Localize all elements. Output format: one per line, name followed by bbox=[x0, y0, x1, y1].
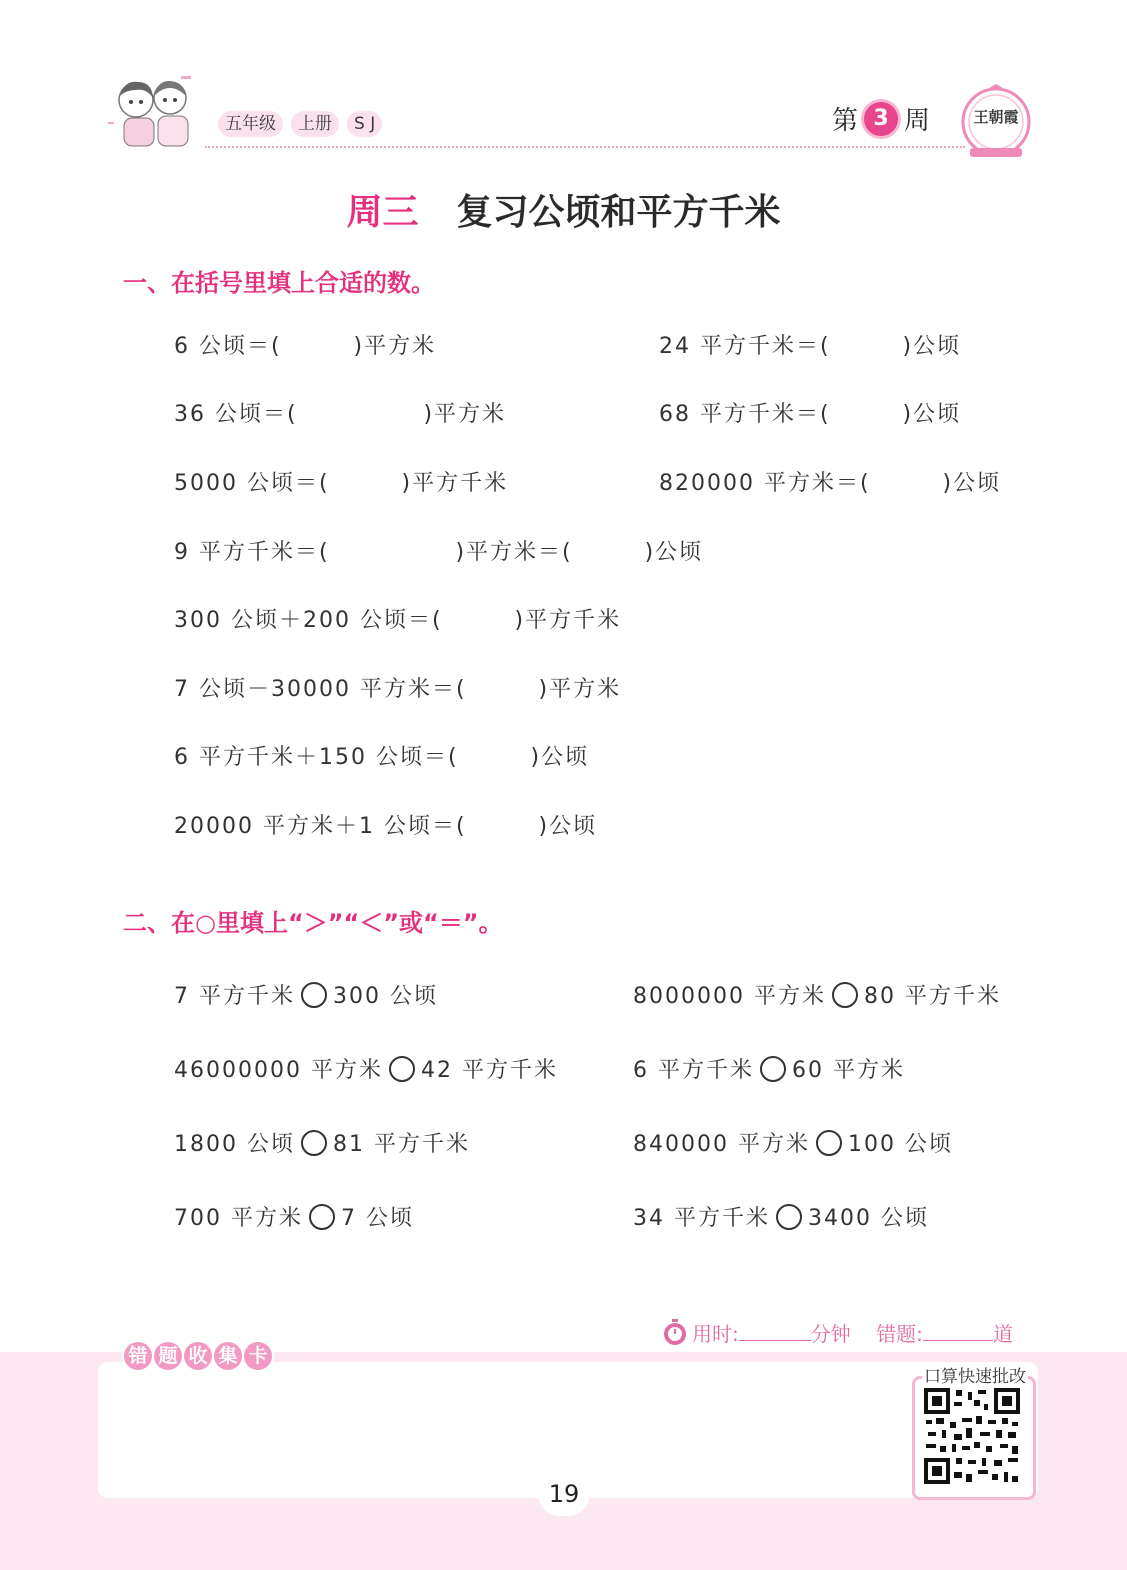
list-item bbox=[0, 807, 1127, 847]
compare-right: 80 平方千米 bbox=[863, 984, 1001, 1009]
stopwatch-icon bbox=[662, 1318, 688, 1346]
time-unit: 分钟 bbox=[810, 1322, 851, 1346]
list-item bbox=[0, 1125, 1127, 1165]
fill-question: 68 平方千米＝( )公顷 bbox=[659, 402, 962, 427]
fill-question: 9 平方千米＝( )平方米＝( )公顷 bbox=[174, 540, 704, 565]
compare-question bbox=[174, 1199, 414, 1239]
compare-left: 840000 平方米 bbox=[633, 1132, 810, 1157]
list-item bbox=[0, 738, 1127, 778]
compare-question bbox=[174, 977, 438, 1017]
answer-circle[interactable] bbox=[760, 1056, 786, 1082]
error-blank[interactable] bbox=[923, 1322, 993, 1341]
list-item bbox=[0, 1051, 1127, 1091]
answer-circle[interactable] bbox=[301, 1130, 327, 1156]
compare-left: 7 平方千米 bbox=[174, 984, 295, 1009]
time-blank[interactable] bbox=[739, 1322, 811, 1341]
list-item bbox=[0, 464, 1127, 504]
answer-circle[interactable] bbox=[309, 1204, 335, 1230]
section2-title: 二、在○里填上“＞”“＜”或“＝”。 bbox=[123, 909, 503, 937]
compare-left: 34 平方千米 bbox=[633, 1206, 770, 1231]
compare-right: 81 平方千米 bbox=[332, 1132, 470, 1157]
compare-question bbox=[633, 1199, 929, 1239]
title-name: 复习公顷和平方千米 bbox=[456, 192, 781, 233]
time-record bbox=[692, 1318, 1013, 1347]
card-label-char: 卡 bbox=[242, 1340, 274, 1372]
fill-question: 20000 平方米＋1 公顷＝( )公顷 bbox=[174, 814, 598, 839]
fill-question: 24 平方千米＝( )公顷 bbox=[659, 334, 962, 359]
list-item bbox=[0, 670, 1127, 710]
list-item bbox=[0, 601, 1127, 641]
error-card-label bbox=[122, 1340, 272, 1372]
compare-question bbox=[174, 1051, 558, 1091]
seal-brand-text: 王朝霞 bbox=[973, 108, 1019, 126]
answer-circle[interactable] bbox=[816, 1130, 842, 1156]
fill-question: 5000 公顷＝( )平方千米 bbox=[174, 471, 509, 496]
compare-right: 3400 公顷 bbox=[808, 1206, 929, 1231]
card-label-char: 集 bbox=[212, 1340, 244, 1372]
grade-tags bbox=[218, 111, 382, 137]
compare-right: 42 平方千米 bbox=[420, 1058, 558, 1083]
section1-title: 一、在括号里填上合适的数。 bbox=[123, 269, 435, 297]
compare-question bbox=[174, 1125, 470, 1165]
answer-circle[interactable] bbox=[832, 982, 858, 1008]
fill-question: 6 公顷＝( )平方米 bbox=[174, 334, 437, 359]
title-day: 周三 bbox=[346, 192, 419, 233]
compare-right: 100 公顷 bbox=[847, 1132, 953, 1157]
header-divider bbox=[205, 146, 965, 148]
compare-left: 8000000 平方米 bbox=[633, 984, 826, 1009]
grade-tag: 五年级 bbox=[218, 111, 283, 137]
qr-label: 口算快速批改 bbox=[922, 1362, 1028, 1387]
compare-right: 7 公顷 bbox=[341, 1206, 414, 1231]
fill-question: 7 公顷－30000 平方米＝( )平方米 bbox=[174, 677, 622, 702]
list-item bbox=[0, 327, 1127, 367]
answer-circle[interactable] bbox=[301, 982, 327, 1008]
week-prefix: 第 bbox=[832, 106, 859, 136]
compare-left: 1800 公顷 bbox=[174, 1132, 295, 1157]
error-label: 错题: bbox=[876, 1322, 923, 1346]
card-label-char: 题 bbox=[152, 1340, 184, 1372]
fill-question: 36 公顷＝( )平方米 bbox=[174, 402, 507, 427]
compare-question bbox=[633, 977, 1001, 1017]
card-label-char: 错 bbox=[122, 1340, 154, 1372]
compare-left: 6 平方千米 bbox=[633, 1058, 754, 1083]
page-title bbox=[0, 184, 1127, 235]
compare-question bbox=[633, 1051, 905, 1091]
card-label-char: 收 bbox=[182, 1340, 214, 1372]
cartoon-kids-icon bbox=[106, 70, 206, 155]
week-number-badge: 3 bbox=[864, 102, 898, 136]
time-label: 用时: bbox=[692, 1322, 739, 1346]
compare-question bbox=[633, 1125, 953, 1165]
compare-left: 46000000 平方米 bbox=[174, 1058, 383, 1083]
page-number: 19 bbox=[548, 1480, 580, 1508]
fill-question: 6 平方千米＋150 公顷＝( )公顷 bbox=[174, 745, 590, 770]
volume-tag: 上册 bbox=[291, 111, 339, 137]
list-item bbox=[0, 1199, 1127, 1239]
answer-circle[interactable] bbox=[776, 1204, 802, 1230]
list-item bbox=[0, 533, 1127, 573]
week-suffix: 周 bbox=[904, 106, 931, 136]
qr-code-icon[interactable] bbox=[924, 1388, 1020, 1484]
fill-question: 820000 平方米＝( )公顷 bbox=[659, 471, 1002, 496]
compare-right: 60 平方米 bbox=[792, 1058, 905, 1083]
week-indicator bbox=[832, 100, 930, 137]
list-item bbox=[0, 977, 1127, 1017]
list-item bbox=[0, 395, 1127, 435]
answer-circle[interactable] bbox=[389, 1056, 415, 1082]
compare-right: 300 公顷 bbox=[333, 984, 438, 1009]
compare-left: 700 平方米 bbox=[174, 1206, 303, 1231]
edition-tag: S J bbox=[347, 111, 382, 137]
error-unit: 道 bbox=[992, 1322, 1013, 1346]
fill-question: 300 公顷＋200 公顷＝( )平方千米 bbox=[174, 608, 622, 633]
